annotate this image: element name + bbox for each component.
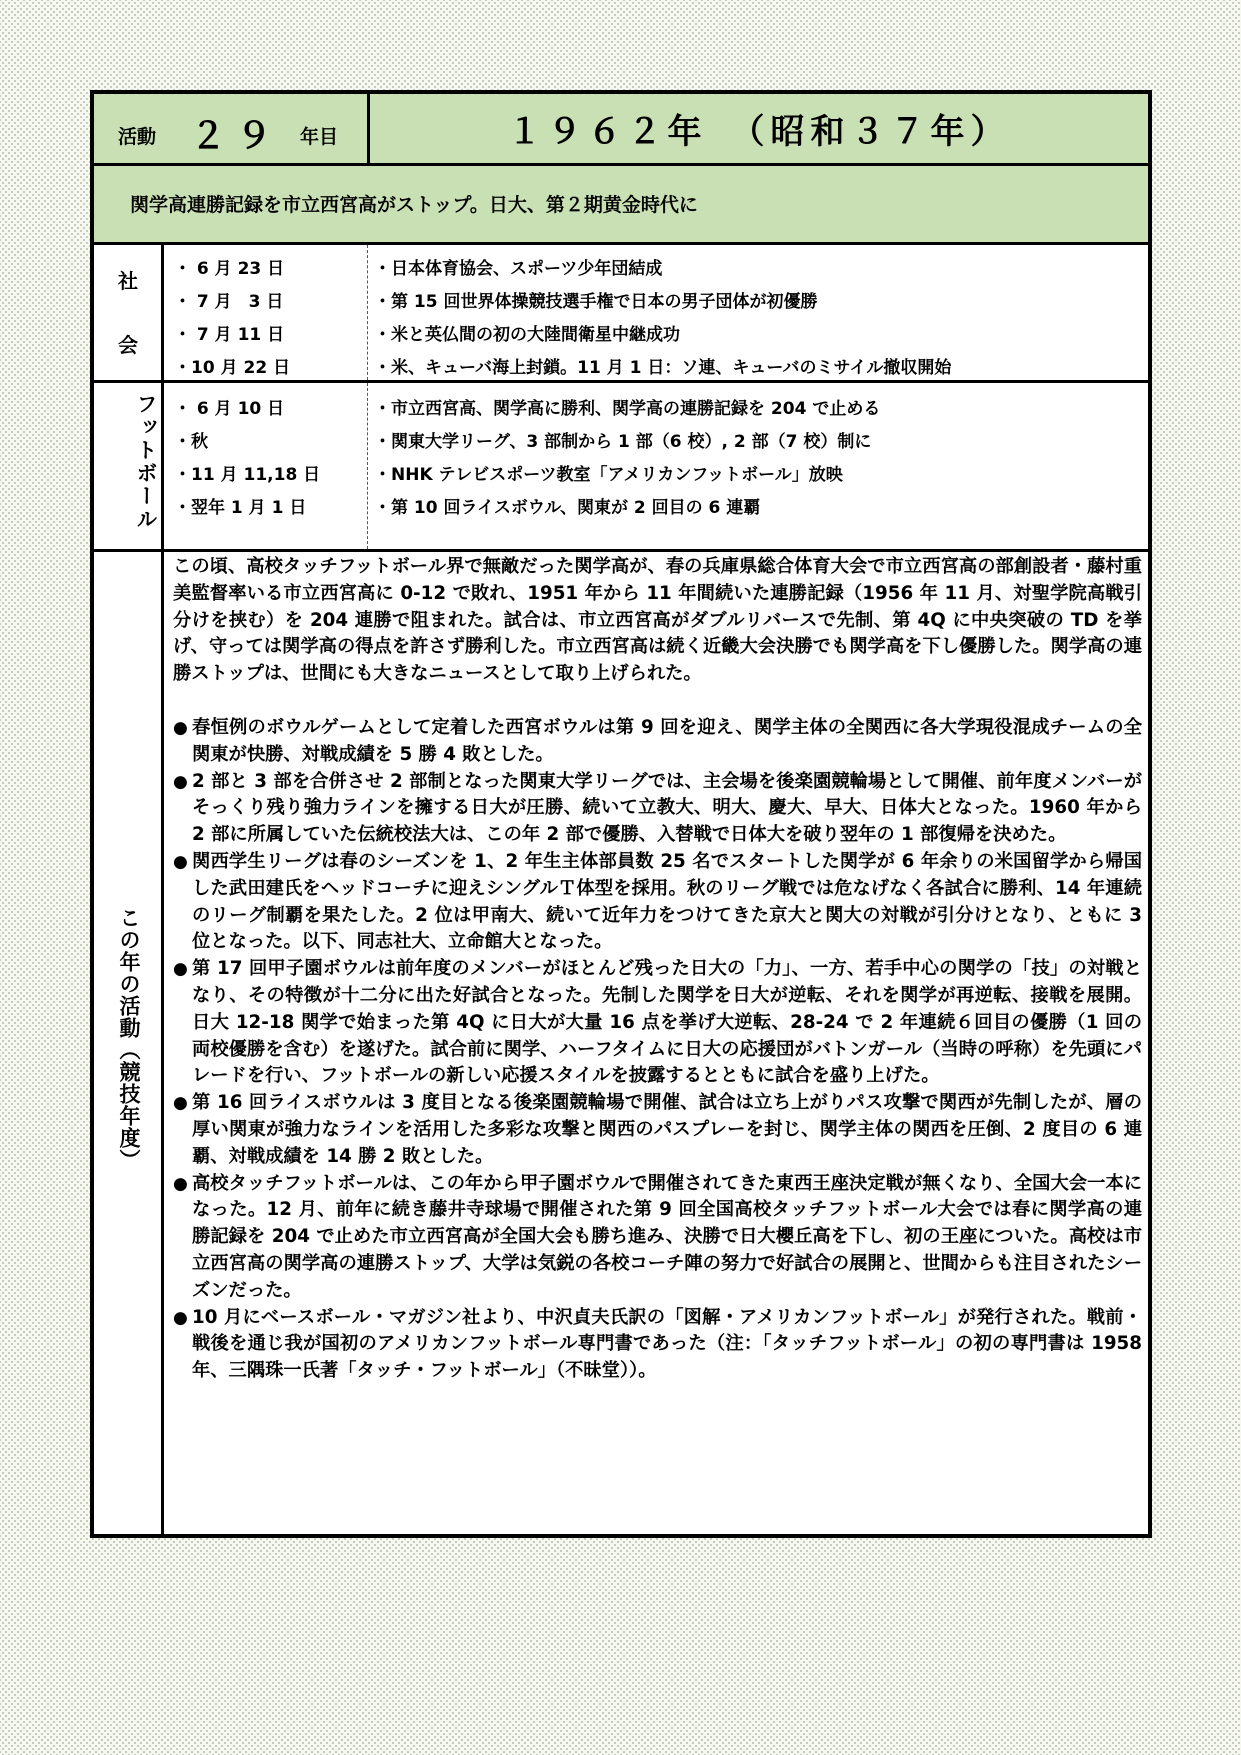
event-date: ・11 月 11,18 日 <box>174 465 321 485</box>
activities-body <box>173 552 1142 1385</box>
event-date: ・ 6 月 23 日 <box>174 259 285 279</box>
event-text: ・第 15 回世界体操競技選手権で日本の男子団体が初優勝 <box>374 292 818 312</box>
activities-label: この年の活動（競技年度） <box>117 907 141 1171</box>
list-item: ● 春恒例のボウルゲームとして定着した西宮ボウルは第 9 回を迎え、関学主体の全関西に各大学現役混成チームの全関東が快勝、対戦成績を 5 勝 4 敗とした。 <box>173 715 1142 769</box>
year-record-sheet <box>90 90 1152 1538</box>
society-label-bottom: 会 <box>118 333 138 357</box>
list-item: ● 第 17 回甲子園ボウルは前年度のメンバーがほとんど残った日大の「力」、一方、若手中心の関学の「技」の対戦となり、その特徴が十二分に出た好試合となった。先制した関学を日大が逆転、それを関学が再逆転、接戦を展開。日大 12-18 関学で始まった第 4Q に日大が大量 16 点を挙げ大逆転、28-24 で 2 年連続６回目の優勝（1 回の両校優勝を含む）を遂げた。試合前に関学、ハーフタイムに日大の応援団がバトンガール（当時の呼称）を先頭にパレードを行い、フットボールの新しい応援スタイルを披露するとともに試合を盛り上げた。 <box>173 956 1142 1090</box>
event-row <box>164 456 1148 486</box>
society-side-label <box>94 245 164 380</box>
event-date: ・ 7 月 3 日 <box>174 292 284 312</box>
event-text: ・市立西宮高、関学高に勝利、関学高の連勝記録を 204 で止める <box>374 399 881 419</box>
event-date: ・秋 <box>174 432 208 452</box>
event-row <box>164 283 1148 313</box>
event-row <box>164 316 1148 346</box>
activity-label: 活動 <box>118 126 157 148</box>
event-row <box>164 250 1148 280</box>
activities-section <box>94 552 1148 1534</box>
event-date: ・翌年 1 月 1 日 <box>174 498 307 518</box>
football-events <box>164 383 1148 549</box>
event-text: ・米、キューバ海上封鎖。11 月 1 日：ソ連、キューバのミサイル撤収開始 <box>374 358 952 378</box>
list-item: ● 第 16 回ライスボウルは 3 度目となる後楽園競輪場で開催、試合は立ち上がりパス攻撃で関西が先制したが、層の厚い関東が強力なラインを活用した多彩な攻撃と関西のパスプレーを封じ、関学主体の関西を圧倒、2 度目の 6 連覇、対戦成績を 14 勝 2 敗とした。 <box>173 1090 1142 1170</box>
event-date: ・ 6 月 10 日 <box>174 399 285 419</box>
event-text: ・関東大学リーグ、3 部制から 1 部（6 校）, 2 部（7 校）制に <box>374 432 872 452</box>
page-title: １９６２年 （昭和３７年） <box>370 94 1148 166</box>
society-label-top: 社 <box>118 269 138 293</box>
football-section <box>94 383 1148 552</box>
event-row <box>164 423 1148 453</box>
event-row <box>164 390 1148 420</box>
society-events <box>164 245 1148 380</box>
event-date: ・ 7 月 11 日 <box>174 325 285 345</box>
list-item: ● 2 部と 3 部を合併させ 2 部制となった関東大学リーグでは、主会場を後楽園競輪場として開催、前年度メンバーがそっくり残り強力ラインを擁する日大が圧勝、続いて立教大、明大、慶大、早大、日体大となった。1960 年から 2 部に所属していた伝統校法大は、この年 2 部で優勝、入替戦で日体大を破り翌年の 1 部復帰を決めた。 <box>173 769 1142 849</box>
subtitle: 関学高連勝記録を市立西宮高がストップ。日大、第２期黄金時代に <box>94 166 1148 245</box>
activity-year-cell <box>94 94 370 166</box>
society-section <box>94 245 1148 383</box>
event-text: ・第 10 回ライスボウル、関東が 2 回目の 6 連覇 <box>374 498 761 518</box>
football-label: フットボール <box>134 393 158 531</box>
event-row <box>164 349 1148 379</box>
event-text: ・米と英仏間の初の大陸間衛星中継成功 <box>374 325 680 345</box>
intro-paragraph: この頃、高校タッチフットボール界で無敵だった関学高が、春の兵庫県総合体育大会で市立西宮高の部創設者・藤村重美監督率いる市立西宮高に 0-12 で敗れ、1951 年から 11 年間続いた連勝記録（1956 年 11 月、対聖学院高戦引分けを挟む）を 204 連勝で阻まれた。試合は、市立西宮高がダブルリバースで先制、第 4Q に中央突破の TD を挙げ、守っては関学高の得点を許さず勝利した。市立西宮高は続く近畿大会決勝でも関学高を下し優勝した。関学高の連勝ストップは、世間にも大きなニュースとして取り上げられた。 <box>173 556 1142 685</box>
list-item: ● 10 月にベースボール・マガジン社より、中沢貞夫氏訳の「図解・アメリカンフットボール」が発行された。戦前・戦後を通じ我が国初のアメリカンフットボール専門書であった（注：「タッチフットボール」の初の専門書は 1958 年、三隅珠一氏著「タッチ・フットボール」（不昧堂））。 <box>173 1305 1142 1385</box>
activities-side-label <box>94 552 164 1534</box>
event-date: ・10 月 22 日 <box>174 358 291 378</box>
year-label: 年目 <box>300 126 339 148</box>
list-item: ● 関西学生リーグは春のシーズンを 1、2 年生主体部員数 25 名でスタートした関学が 6 年余りの米国留学から帰国した武田建氏をヘッドコーチに迎えシングルＴ体型を採用。秋のリーグ戦では危なげなく各試合に勝利、14 年連続のリーグ制覇を果たした。2 位は甲南大、続いて近年力をつけてきた京大と関大の対戦が引分けとなり、ともに 3 位となった。以下、同志社大、立命館大となった。 <box>173 849 1142 956</box>
activity-number: ２９ <box>190 116 283 157</box>
event-text: ・日本体育協会、スポーツ少年団結成 <box>374 259 663 279</box>
football-side-label <box>94 383 164 549</box>
list-item: ● 高校タッチフットボールは、この年から甲子園ボウルで開催されてきた東西王座決定戦が無くなり、全国大会一本になった。12 月、前年に続き藤井寺球場で開催された第 9 回全国高校タッチフットボール大会では春に関学高の連勝記録を 204 で止めた市立西宮高が全国大会も勝ち進み、決勝で日大櫻丘高を下し、初の王座についた。高校は市立西宮高の関学高の連勝ストップ、大学は気鋭の各校コーチ陣の努力で好試合の展開と、世間からも注目されたシーズンだった。 <box>173 1171 1142 1305</box>
activities-list <box>173 715 1142 1385</box>
event-row <box>164 489 1148 519</box>
event-text: ・NHK テレビスポーツ教室「アメリカンフットボール」放映 <box>374 465 843 485</box>
